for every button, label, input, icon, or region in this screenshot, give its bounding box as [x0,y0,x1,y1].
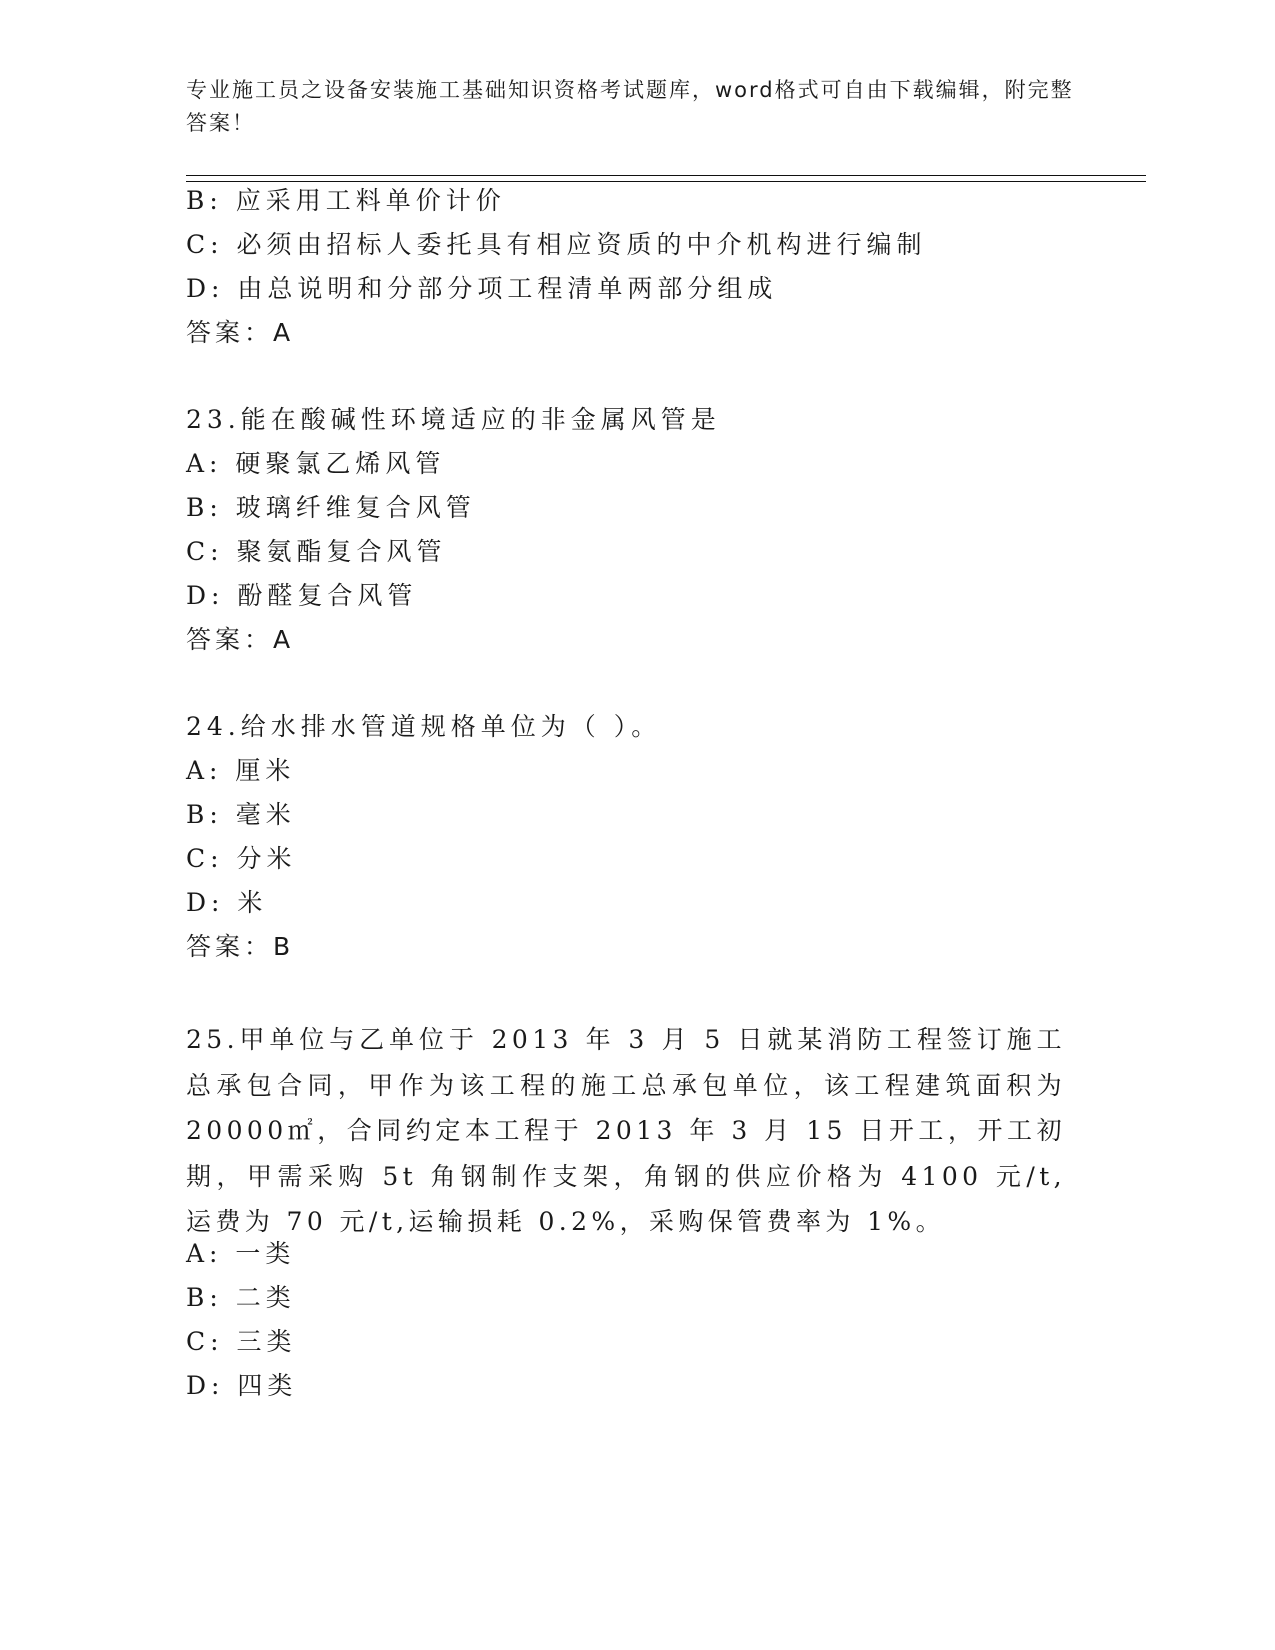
header-rule-bottom [186,181,1146,182]
q22-option-c: C: 必须由招标人委托具有相应资质的中介机构进行编制 [186,230,927,259]
q23-option-b: B: 玻璃纤维复合风管 [186,493,476,522]
q23-option-a: A: 硬聚氯乙烯风管 [186,449,446,478]
q22-option-d: D: 由总说明和分部分项工程清单两部分组成 [186,274,778,303]
q22-answer: 答案：A [186,318,295,347]
q24-question: 24.给水排水管道规格单位为（ ）。 [186,712,662,741]
q25-option-a: A: 一类 [186,1239,296,1268]
q23-answer: 答案：A [186,625,295,654]
q22-option-b: B: 应采用工料单价计价 [186,186,506,215]
header-rule-top [186,175,1146,176]
q23-question: 23.能在酸碱性环境适应的非金属风管是 [186,405,721,434]
q23-option-c: C: 聚氨酯复合风管 [186,537,447,566]
q24-option-d: D: 米 [186,888,268,917]
q24-answer: 答案：B [186,932,295,961]
q25-option-b: B: 二类 [186,1283,296,1312]
q23-option-d: D: 酚醛复合风管 [186,581,418,610]
q25-option-c: C: 三类 [186,1327,297,1356]
document-header: 专业施工员之设备安装施工基础知识资格考试题库，word格式可自由下载编辑，附完整答案！ [186,78,1074,135]
q24-option-c: C: 分米 [186,844,297,873]
q25-question: 25.甲单位与乙单位于 2013 年 3 月 5 日就某消防工程签订施工总承包合同，甲作为该工程的施工总承包单位，该工程建筑面积为 20000㎡，合同约定本工程于 2013 年 3 月 15 日开工，开工初期，甲需采购 5t 角钢制作支架，角钢的供应价格为 4100 元/t,运费为 70 元/t,运输损耗 0.2%，采购保管费率为 1%。 [186,1025,1066,1237]
q24-option-a: A: 厘米 [186,756,296,785]
q24-option-b: B: 毫米 [186,800,296,829]
q25-option-d: D: 四类 [186,1371,298,1400]
